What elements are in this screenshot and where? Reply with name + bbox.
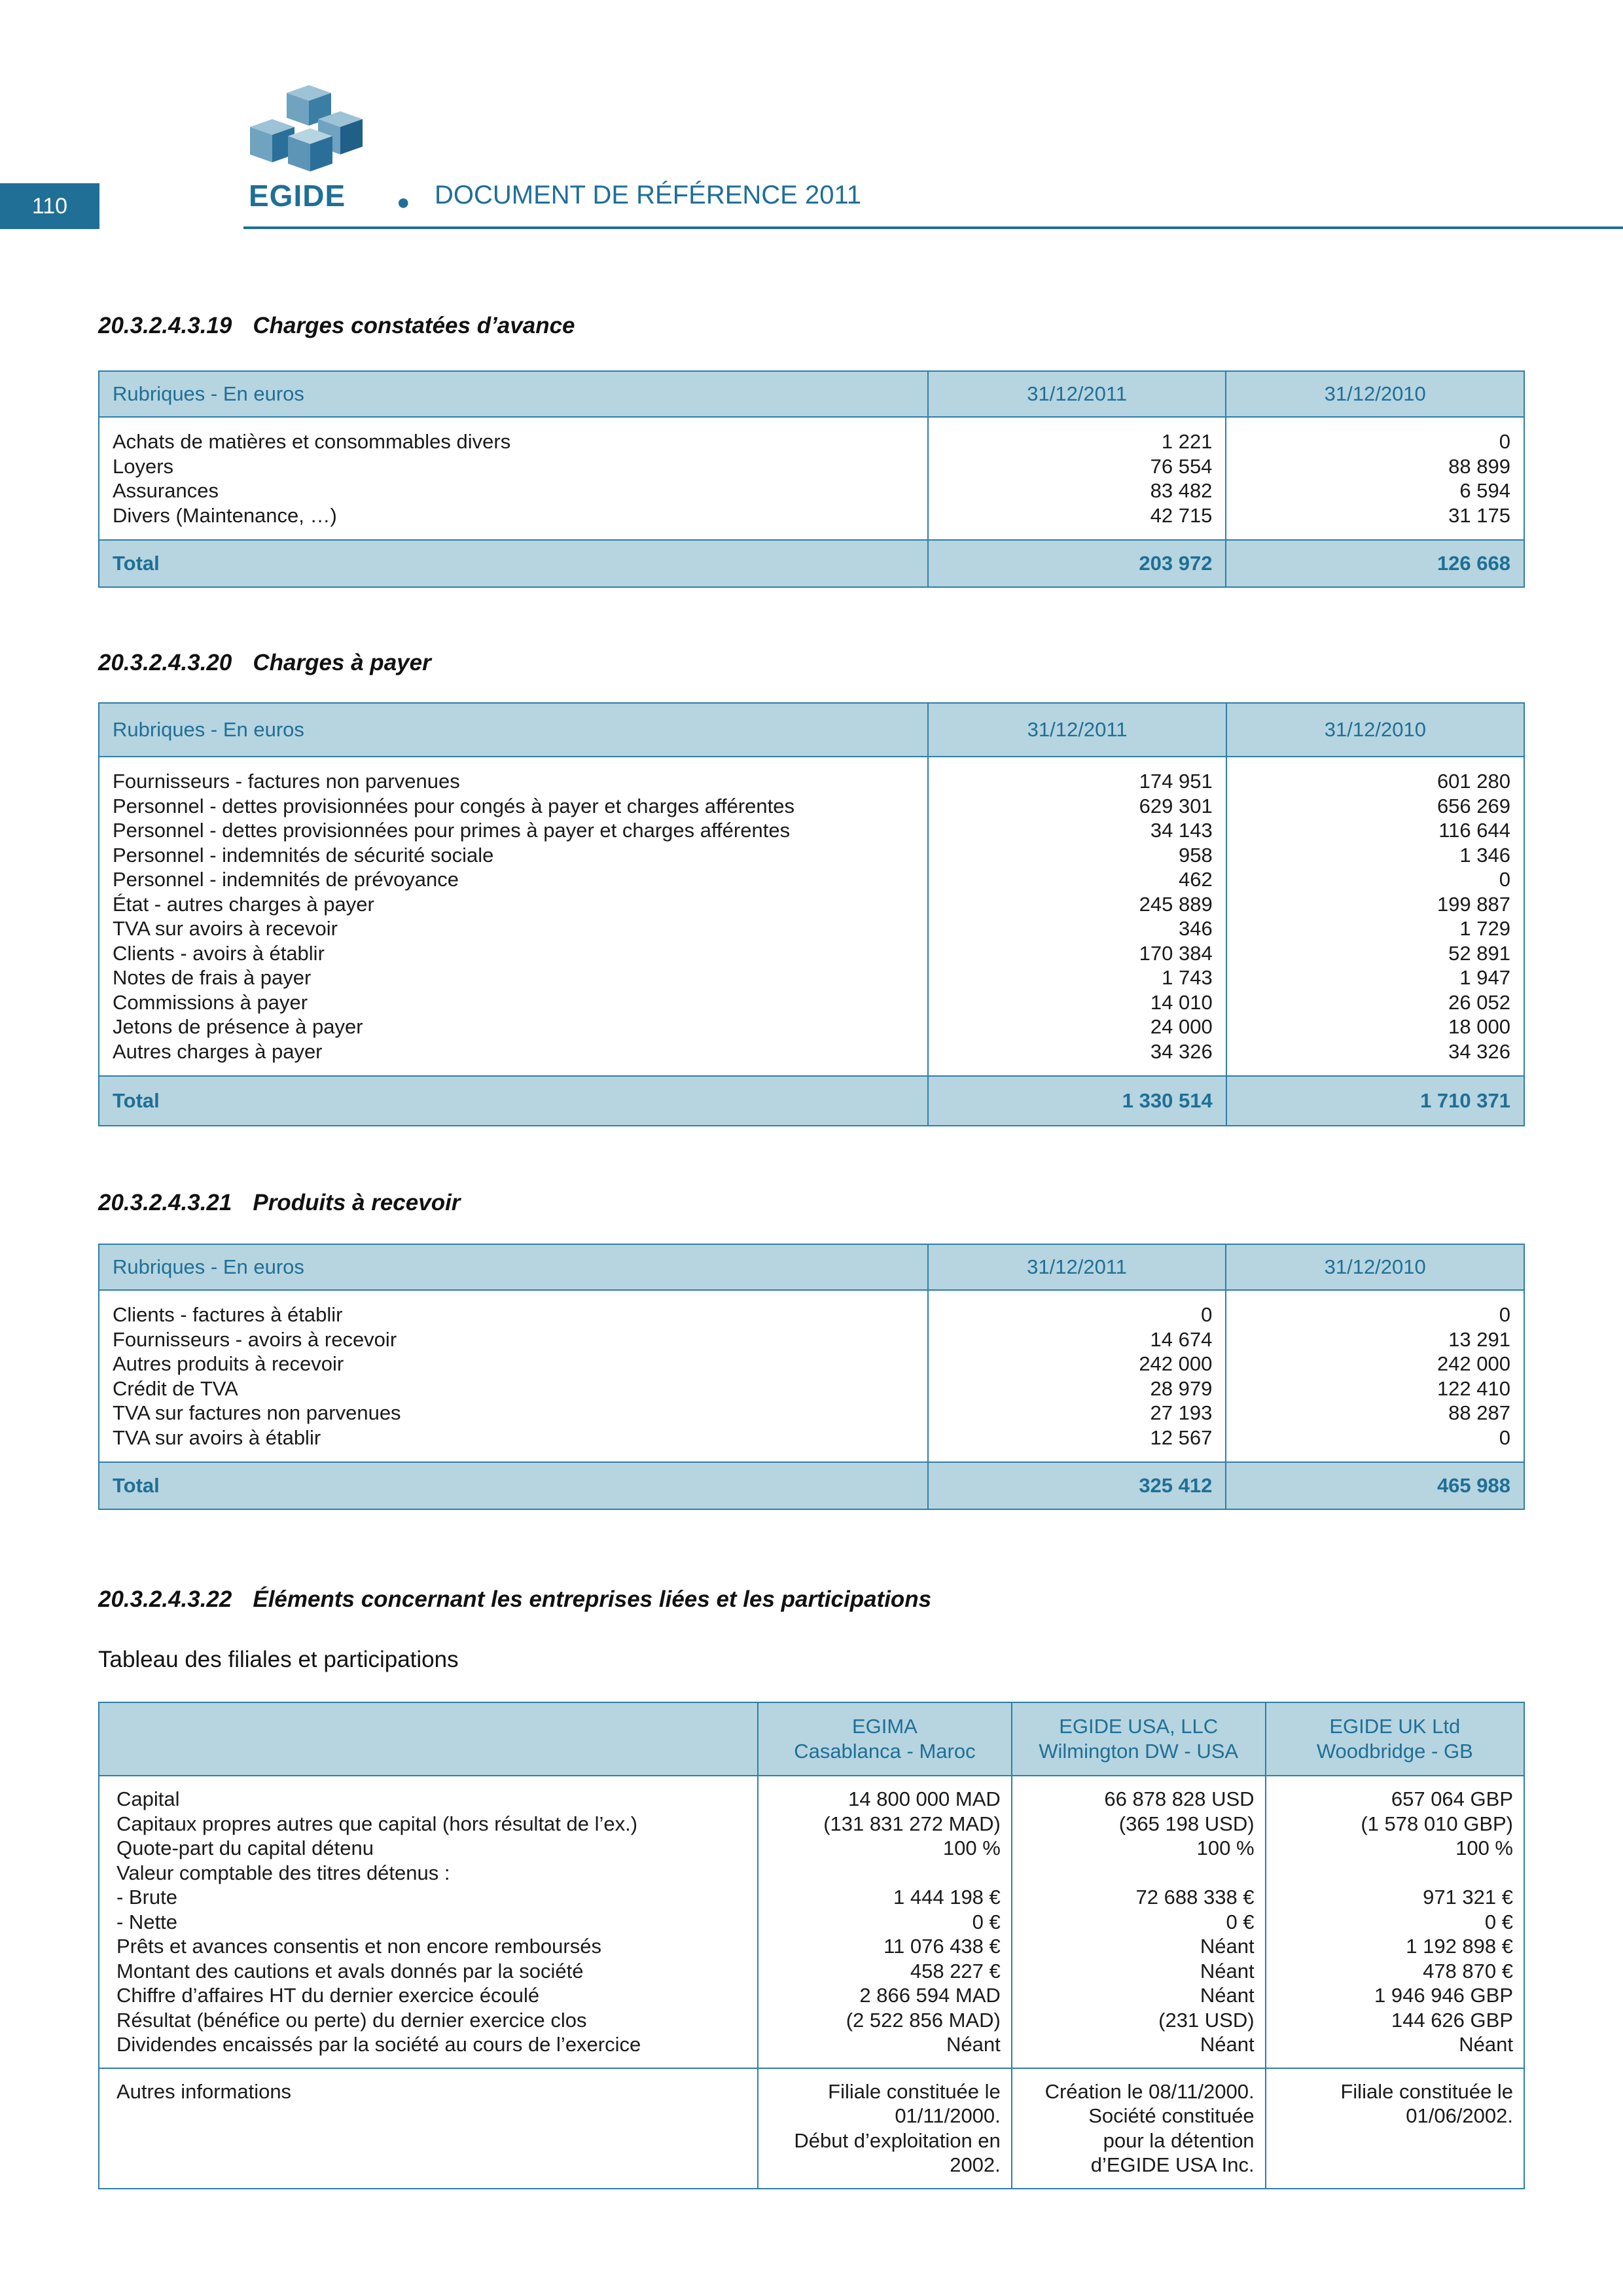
cell-value: (1 578 010 GBP) <box>1361 1812 1513 1835</box>
section-title-entreprises-liees <box>98 1587 931 1613</box>
cell-value: 1 221 <box>1161 430 1213 453</box>
row-label: Fournisseurs - avoirs à recevoir <box>113 1327 397 1351</box>
section-number: 20.3.2.4.3.21 <box>98 1190 232 1215</box>
cell-value: Néant <box>1459 2033 1513 2056</box>
other-info-egide-uk <box>1266 2068 1524 2189</box>
section-title-produits-a-recevoir <box>98 1190 460 1216</box>
total-2011: 325 412 <box>928 1462 1226 1509</box>
header-divider <box>243 226 1623 229</box>
cell-value: 34 326 <box>1150 1039 1213 1063</box>
cell-value: 458 227 € <box>910 1959 1001 1982</box>
cell-value: 656 269 <box>1436 794 1510 817</box>
section-number: 20.3.2.4.3.22 <box>98 1587 232 1612</box>
total-label: Total <box>99 1462 928 1509</box>
cell-value: 88 287 <box>1448 1401 1510 1424</box>
other-info-egide-usa <box>1012 2068 1266 2189</box>
column-header-egima <box>758 1702 1012 1776</box>
info-line: 2002. <box>950 2153 1001 2176</box>
other-info-egima <box>758 2068 1012 2189</box>
cell-value: 34 143 <box>1150 819 1213 842</box>
row-label: Capitaux propres autres que capital (hors résultat de l’ex.) <box>116 1812 638 1835</box>
table-body <box>99 757 1524 1076</box>
column-header-2010: 31/12/2010 <box>1226 371 1524 417</box>
section-number: 20.3.2.4.3.19 <box>98 313 232 338</box>
cell-value: 1 743 <box>1162 966 1213 989</box>
company-location: Woodbridge - GB <box>1316 1740 1473 1763</box>
info-line: Création le 08/11/2000. <box>1044 2079 1255 2103</box>
total-2011: 1 330 514 <box>928 1076 1226 1126</box>
total-row <box>99 1076 1524 1126</box>
row-label: Quote-part du capital détenu <box>116 1837 374 1859</box>
row-label: Divers (Maintenance, …) <box>113 503 337 527</box>
cell-value: 478 870 € <box>1423 1959 1513 1982</box>
row-label: Notes de frais à payer <box>113 966 312 989</box>
cell-value: 2 866 594 MAD <box>859 1984 1001 2007</box>
row-label: TVA sur factures non parvenues <box>113 1401 401 1424</box>
row-label: Capital <box>116 1787 180 1810</box>
row-label: Fournisseurs - factures non parvenues <box>113 770 460 793</box>
column-header-rubriques: Rubriques - En euros <box>99 703 928 757</box>
cell-value: 0 € <box>1226 1910 1255 1933</box>
cell-value: 199 887 <box>1436 892 1510 916</box>
company-location: Wilmington DW - USA <box>1039 1740 1239 1763</box>
cell-value: 958 <box>1178 843 1213 867</box>
cell-value: 462 <box>1178 868 1213 891</box>
cell-value: 170 384 <box>1139 941 1213 965</box>
info-line: Filiale constituée le <box>1340 2079 1513 2103</box>
info-line: pour la détention <box>1103 2128 1255 2152</box>
info-line: 01/11/2000. <box>895 2104 1001 2127</box>
row-label: Autres informations <box>116 2079 292 2103</box>
cell-value: 31 175 <box>1448 503 1510 527</box>
document-title: DOCUMENT DE RÉFÉRENCE 2011 <box>435 181 861 209</box>
row-label: État - autres charges à payer <box>113 892 374 916</box>
table-filiales-participations <box>98 1702 1525 2189</box>
section-number: 20.3.2.4.3.20 <box>98 650 232 675</box>
total-2010: 1 710 371 <box>1226 1076 1524 1126</box>
cell-value: 42 715 <box>1150 503 1213 527</box>
row-label: Autres produits à recevoir <box>113 1352 344 1375</box>
other-info-label <box>99 2068 758 2189</box>
row-label: Assurances <box>113 479 219 502</box>
cell-value <box>769 1861 1001 1886</box>
row-labels <box>99 417 928 540</box>
cell-value: 1 729 <box>1459 917 1510 940</box>
row-label: Personnel - dettes provisionnées pour congés à payer et charges afférentes <box>113 794 795 817</box>
row-label: - Brute <box>116 1886 178 1909</box>
cell-value: 13 291 <box>1448 1327 1510 1351</box>
cell-value: 26 052 <box>1448 990 1510 1014</box>
row-label: Prêts et avances consentis et non encore remboursés <box>116 1935 601 1958</box>
other-info-row <box>99 2068 1524 2189</box>
values-2011 <box>928 757 1226 1076</box>
section-heading: Produits à recevoir <box>253 1190 461 1215</box>
cell-value: 116 644 <box>1438 819 1510 842</box>
cell-value: 629 301 <box>1139 794 1213 817</box>
company-name: EGIDE UK Ltd <box>1329 1715 1461 1738</box>
row-label: Crédit de TVA <box>113 1376 238 1400</box>
row-label: Autres charges à payer <box>113 1039 323 1063</box>
page-number: 110 <box>0 183 99 229</box>
table-produits-a-recevoir <box>98 1244 1525 1510</box>
cell-value: 12 567 <box>1150 1426 1213 1449</box>
cell-value: 0 <box>1499 1303 1510 1326</box>
cell-value: 242 000 <box>1436 1352 1510 1375</box>
cell-value: 76 554 <box>1150 454 1213 478</box>
total-2010: 126 668 <box>1226 540 1524 587</box>
cell-value: 100 % <box>1196 1837 1255 1859</box>
column-header-rubriques: Rubriques - En euros <box>99 1244 928 1290</box>
column-header-2011: 31/12/2011 <box>928 703 1226 757</box>
column-header-egide-usa <box>1012 1702 1266 1776</box>
cell-value: 0 <box>1499 430 1510 453</box>
cell-value: 245 889 <box>1139 892 1213 916</box>
row-label: Chiffre d’affaires HT du dernier exercice écoulé <box>116 1984 540 2007</box>
info-line: Société constituée <box>1088 2104 1255 2127</box>
values-2010 <box>1226 417 1524 540</box>
values-egima <box>758 1776 1012 2068</box>
cell-value: 971 321 € <box>1423 1886 1513 1909</box>
row-label: Achats de matières et consommables divers <box>113 430 511 453</box>
total-row <box>99 1462 1524 1509</box>
cell-value: (365 198 USD) <box>1118 1812 1255 1835</box>
row-label: Clients - factures à établir <box>113 1303 343 1326</box>
cell-value: 18 000 <box>1448 1015 1510 1038</box>
row-labels <box>99 1290 928 1462</box>
info-line: Filiale constituée le <box>828 2079 1001 2103</box>
cell-value: 100 % <box>1455 1837 1513 1859</box>
cell-value: 34 326 <box>1448 1039 1510 1063</box>
cell-value: (131 831 272 MAD) <box>823 1812 1001 1835</box>
cell-value: 72 688 338 € <box>1135 1886 1255 1909</box>
column-header-2011: 31/12/2011 <box>928 371 1226 417</box>
cell-value: 601 280 <box>1436 770 1510 793</box>
total-label: Total <box>99 1076 928 1126</box>
cell-value: 24 000 <box>1150 1015 1213 1038</box>
row-label: Clients - avoirs à établir <box>113 941 325 965</box>
cell-value: Néant <box>1200 1959 1255 1982</box>
subtitle-filiales: Tableau des filiales et participations <box>98 1647 459 1672</box>
section-heading: Éléments concernant les entreprises liées et les participations <box>253 1587 932 1612</box>
cell-value: 14 674 <box>1150 1327 1213 1351</box>
column-header-2010: 31/12/2010 <box>1226 1244 1524 1290</box>
cell-value: 657 064 GBP <box>1391 1787 1513 1810</box>
cell-value: 1 444 198 € <box>893 1886 1001 1909</box>
section-title-charges-a-payer <box>98 650 431 676</box>
info-line: 01/06/2002. <box>1406 2104 1513 2127</box>
row-label: Jetons de présence à payer <box>113 1015 363 1038</box>
values-2011 <box>928 1290 1226 1462</box>
egide-logo-text: EGIDE <box>249 179 346 213</box>
row-labels <box>99 1776 758 2068</box>
cell-value: 144 626 GBP <box>1391 2008 1513 2032</box>
row-labels <box>99 757 928 1076</box>
table-body <box>99 1290 1524 1462</box>
cell-value: 6 594 <box>1459 479 1510 502</box>
row-label: Résultat (bénéfice ou perte) du dernier exercice clos <box>116 2008 587 2032</box>
row-label: Montant des cautions et avals donnés par la société <box>116 1959 584 1982</box>
row-label: TVA sur avoirs à établir <box>113 1426 321 1449</box>
company-location: Casablanca - Maroc <box>794 1740 976 1763</box>
cell-value: 52 891 <box>1448 941 1510 965</box>
column-header-egide-uk <box>1266 1702 1524 1776</box>
cell-value: 14 800 000 MAD <box>848 1787 1001 1810</box>
row-label: Personnel - indemnités de prévoyance <box>113 868 459 891</box>
cell-value <box>1023 1861 1255 1886</box>
column-header-2010: 31/12/2010 <box>1226 703 1524 757</box>
cell-value: Néant <box>1200 1984 1255 2007</box>
row-label: Loyers <box>113 454 174 478</box>
cell-value: 66 878 828 USD <box>1104 1787 1255 1810</box>
cell-value: 83 482 <box>1150 479 1213 502</box>
row-label: TVA sur avoirs à recevoir <box>113 917 338 940</box>
cell-value: Néant <box>946 2033 1001 2056</box>
table-body <box>99 417 1524 540</box>
header-bullet: ● <box>397 190 410 215</box>
row-label: Valeur comptable des titres détenus : <box>116 1861 450 1884</box>
financials-body <box>99 1776 1524 2068</box>
cell-value: 1 346 <box>1459 843 1510 867</box>
cell-value: 27 193 <box>1150 1401 1213 1424</box>
cell-value: (2 522 856 MAD) <box>846 2008 1001 2032</box>
values-egide-uk <box>1266 1776 1524 2068</box>
row-label: Personnel - indemnités de sécurité sociale <box>113 843 494 867</box>
cell-value: 14 010 <box>1150 990 1213 1014</box>
cell-value: 1 946 946 GBP <box>1374 1984 1513 2007</box>
cell-value: 11 076 438 € <box>883 1935 1001 1958</box>
row-label: - Nette <box>116 1910 178 1933</box>
company-name: EGIDE USA, LLC <box>1059 1715 1219 1738</box>
column-header-rubriques: Rubriques - En euros <box>99 371 928 417</box>
cell-value: 28 979 <box>1150 1376 1213 1400</box>
values-2010 <box>1226 1290 1524 1462</box>
cell-value: Néant <box>1200 2033 1255 2056</box>
values-2010 <box>1226 757 1524 1076</box>
total-row <box>99 540 1524 587</box>
cell-value: 0 <box>1499 868 1510 891</box>
cell-value: 1 192 898 € <box>1406 1935 1513 1958</box>
info-line: Début d’exploitation en <box>794 2128 1001 2152</box>
cell-value: 0 € <box>1484 1910 1513 1933</box>
cell-value: 346 <box>1178 917 1213 940</box>
values-2011 <box>928 417 1226 540</box>
total-label: Total <box>99 540 928 587</box>
cell-value: 100 % <box>942 1837 1001 1859</box>
section-heading: Charges à payer <box>253 650 431 675</box>
company-name: EGIMA <box>851 1715 918 1738</box>
row-label: Dividendes encaissés par la société au cours de l’exercice <box>116 2033 641 2056</box>
table-charges-a-payer <box>98 702 1525 1126</box>
cell-value: 174 951 <box>1139 770 1213 793</box>
row-label: Personnel - dettes provisionnées pour primes à payer et charges afférentes <box>113 819 791 842</box>
cell-value: 0 € <box>972 1910 1001 1933</box>
values-egide-usa <box>1012 1776 1266 2068</box>
table-charges-constatees <box>98 370 1525 588</box>
total-2011: 203 972 <box>928 540 1226 587</box>
section-heading: Charges constatées d’avance <box>253 313 575 338</box>
section-title-charges-constatees <box>98 313 575 339</box>
cell-value: 122 410 <box>1436 1376 1510 1400</box>
cell-value: Néant <box>1200 1935 1255 1958</box>
cell-value <box>1277 1861 1513 1886</box>
cell-value: 1 947 <box>1459 966 1510 989</box>
row-label: Commissions à payer <box>113 990 308 1014</box>
column-header-empty <box>99 1702 758 1776</box>
cell-value: (231 USD) <box>1158 2008 1255 2032</box>
cell-value: 242 000 <box>1139 1352 1213 1375</box>
cell-value: 88 899 <box>1448 454 1510 478</box>
cell-value: 0 <box>1499 1426 1510 1449</box>
total-2010: 465 988 <box>1226 1462 1524 1509</box>
cell-value: 0 <box>1201 1303 1213 1326</box>
column-header-2011: 31/12/2011 <box>928 1244 1226 1290</box>
info-line: d’EGIDE USA Inc. <box>1090 2153 1255 2176</box>
